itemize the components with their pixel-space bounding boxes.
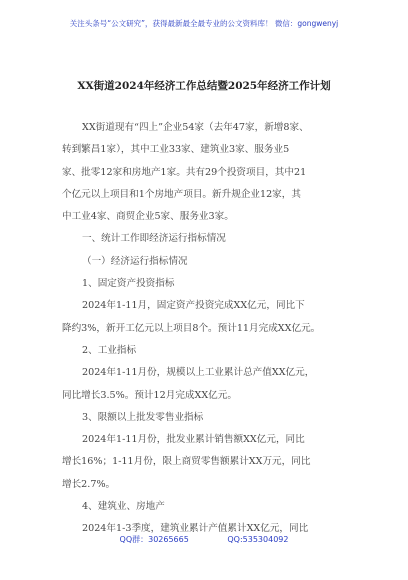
footer-qq-contact: QQ:535304092 [227,535,289,544]
body-line: 2024年1-11月，固定资产投资完成XX亿元，同比下 [82,300,305,312]
body-line: 2024年1-11月份，规模以上工业累计总产值XX亿元， [82,367,315,379]
body-line: 增长2.7%。 [62,478,116,490]
document-body [62,117,352,541]
body-line: 同比增长3.5%。预计12月完成XX亿元。 [62,389,237,401]
document-title: XX街道2024年经济工作总结暨2025年经济工作计划 [77,80,331,92]
body-line: 增长16%；1-11月份，限上商贸零售额累计XX万元，同比 [62,456,311,468]
body-line: 家、批零12家和房地产1家。共有29个投资项目，其中21 [62,166,307,178]
body-line: XX街道现有“四上”企业54家（去年47家，新增8家、 [82,122,309,133]
body-line: 个亿元以上项目和1个房地产项目。新升规企业12家，其 [62,188,301,200]
item-heading: 3、限额以上批发零售业指标 [82,411,204,423]
body-line: 降约3%，新开工亿元以上项目8个。预计11月完成XX亿元。 [62,322,321,334]
footer [0,534,408,545]
item-heading: 4、建筑业、房地产 [82,501,165,513]
section-heading: 一、统计工作即经济运行指标情况 [82,233,226,245]
subsection-heading: （一）经济运行指标情况 [82,255,188,267]
item-heading: 1、固定资产投资指标 [82,278,175,290]
body-line: 中工业4家、商贸企业5家、服务业3家。 [62,211,234,223]
body-line: 2024年1-3季度，建筑业累计产值累计XX亿元，同比 [82,523,309,535]
body-line: 转到繁昌1家），其中工业33家、建筑业3家、服务业5 [62,144,290,156]
body-line: 2024年1-11月份，批发业累计销售额XX亿元，同比 [82,434,305,446]
footer-qq-group: QQ群：30265665 [119,535,189,544]
header-banner: 关注头条号“公文研究”，获得最新最全最专业的公文资料库！ 微信：gongwenyj [69,19,339,28]
item-heading: 2、工业指标 [82,344,137,356]
